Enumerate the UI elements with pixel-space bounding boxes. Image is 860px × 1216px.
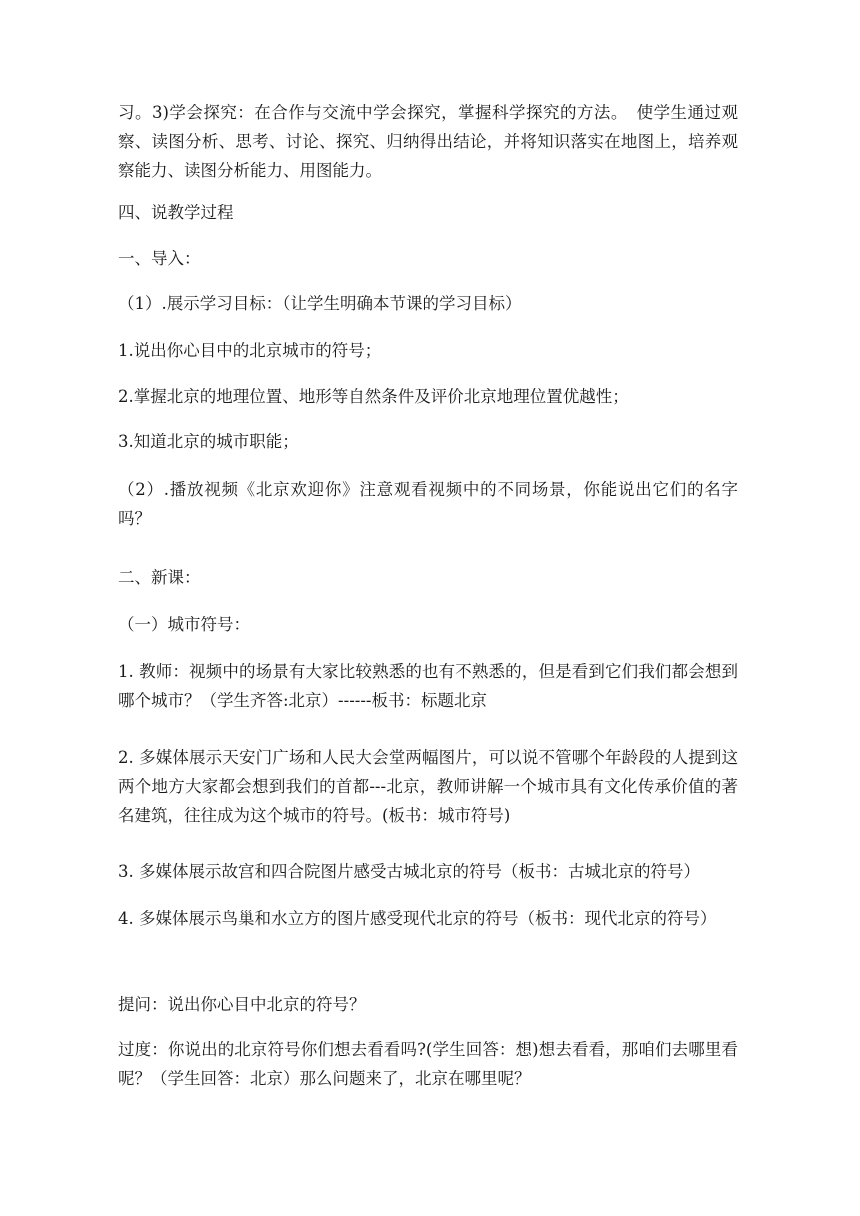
paragraph-transition: 过度：你说出的北京符号你们想去看看吗?(学生回答：想)想去看看，那咱们去哪里看呢？（学生回答：北京）那么问题来了，北京在哪里呢？ [118,1040,738,1088]
step-3-multimedia: 3. 多媒体展示故宫和四合院图片感受古城北京的符号（板书：古城北京的符号） [118,862,700,881]
step-1-teacher: 1. 教师：视频中的场景有大家比较熟悉的也有不熟悉的，但是看到它们我们都会想到哪个城市？（学生齐答:北京）------板书：标题北京 [118,662,738,710]
paragraph-objectives-end: 习。3)学会探究：在合作与交流中学会探究，掌握科学探究的方法。 使学生通过观察、读图分析、思考、讨论、探究、归纳得出结论，并将知识落实在地图上，培养观察能力、读图分析能力、用图能力。 [118,103,738,180]
heading-new-lesson: 二、新课： [118,568,201,587]
heading-teaching-process: 四、说教学过程 [118,203,234,222]
paragraph-question: 提问：说出你心目中北京的符号？ [118,995,366,1014]
goal-item-2: 2.掌握北京的地理位置、地形等自然条件及评价北京地理位置优越性； [118,387,629,406]
heading-introduction: 一、导入： [118,249,201,268]
paragraph-show-goals: （1）.展示学习目标：（让学生明确本节课的学习目标） [118,294,522,313]
step-2-multimedia: 2. 多媒体展示天安门广场和人民大会堂两幅图片，可以说不管哪个年龄段的人提到这两个地方大家都会想到我们的首都---北京，教师讲解一个城市具有文化传承价值的著名建筑，往往成为这个城市的符号。(板书：城市符号) [118,748,738,825]
goal-item-3: 3.知道北京的城市职能； [118,432,299,451]
heading-city-symbols: （一）城市符号： [118,615,250,634]
paragraph-play-video: （2）.播放视频《北京欢迎你》注意观看视频中的不同场景，你能说出它们的名字吗？ [118,480,738,528]
step-4-multimedia: 4. 多媒体展示鸟巢和水立方的图片感受现代北京的符号（板书：现代北京的符号） [118,909,717,928]
goal-item-1: 1.说出你心目中的北京城市的符号； [118,341,382,360]
